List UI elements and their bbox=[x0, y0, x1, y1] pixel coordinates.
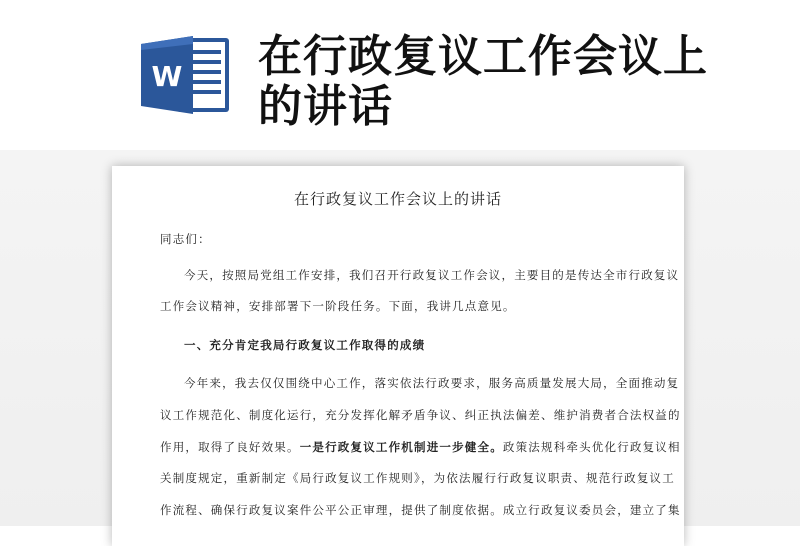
word-icon-letter: W bbox=[151, 60, 183, 93]
paragraph-line: 今年来，我去仅仅围绕中心工作，落实依法行政要求，服务高质量发展大局，全面推动复 bbox=[184, 376, 680, 390]
paragraph-line: 工作会议精神，安排部署下一阶段任务。下面，我讲几点意见。 bbox=[160, 299, 516, 313]
paragraph-line: 作流程、确保行政复议案件公平公正审理，提供了制度依据。成立行政复议委员会，建立了集 bbox=[160, 503, 681, 517]
paragraph-text: 作用，取得了良好效果。 bbox=[160, 440, 300, 454]
document-title: 在行政复议工作会议上的讲话 bbox=[293, 190, 502, 208]
paragraph-line: 议工作规范化、制度化运行，充分发挥化解矛盾争议、纠正执法偏差、维护消费者合法权益的 bbox=[160, 408, 681, 422]
paragraph-line: 关制度规定，重新制定《局行政复议工作规则》，为依法履行行政复议职责、规范行政复议工 bbox=[160, 471, 675, 485]
paragraph-text: 政策法规科牵头优化行政复议相 bbox=[502, 440, 681, 454]
section-heading: 一、充分肯定我局行政复议工作取得的成绩 bbox=[184, 338, 426, 352]
salutation: 同志们： bbox=[160, 232, 211, 246]
page-title: 在行政复议工作会议上的讲话 bbox=[258, 31, 708, 132]
document-page bbox=[112, 166, 684, 546]
paragraph-line: 今天，按照局党组工作安排，我们召开行政复议工作会议，主要目的是传达全市行政复议 bbox=[184, 268, 680, 282]
emphasis-text: 一是行政复议工作机制进一步健全。 bbox=[299, 440, 503, 454]
word-document-icon bbox=[141, 34, 231, 116]
header-banner bbox=[0, 0, 800, 150]
paragraph-line bbox=[160, 440, 681, 454]
